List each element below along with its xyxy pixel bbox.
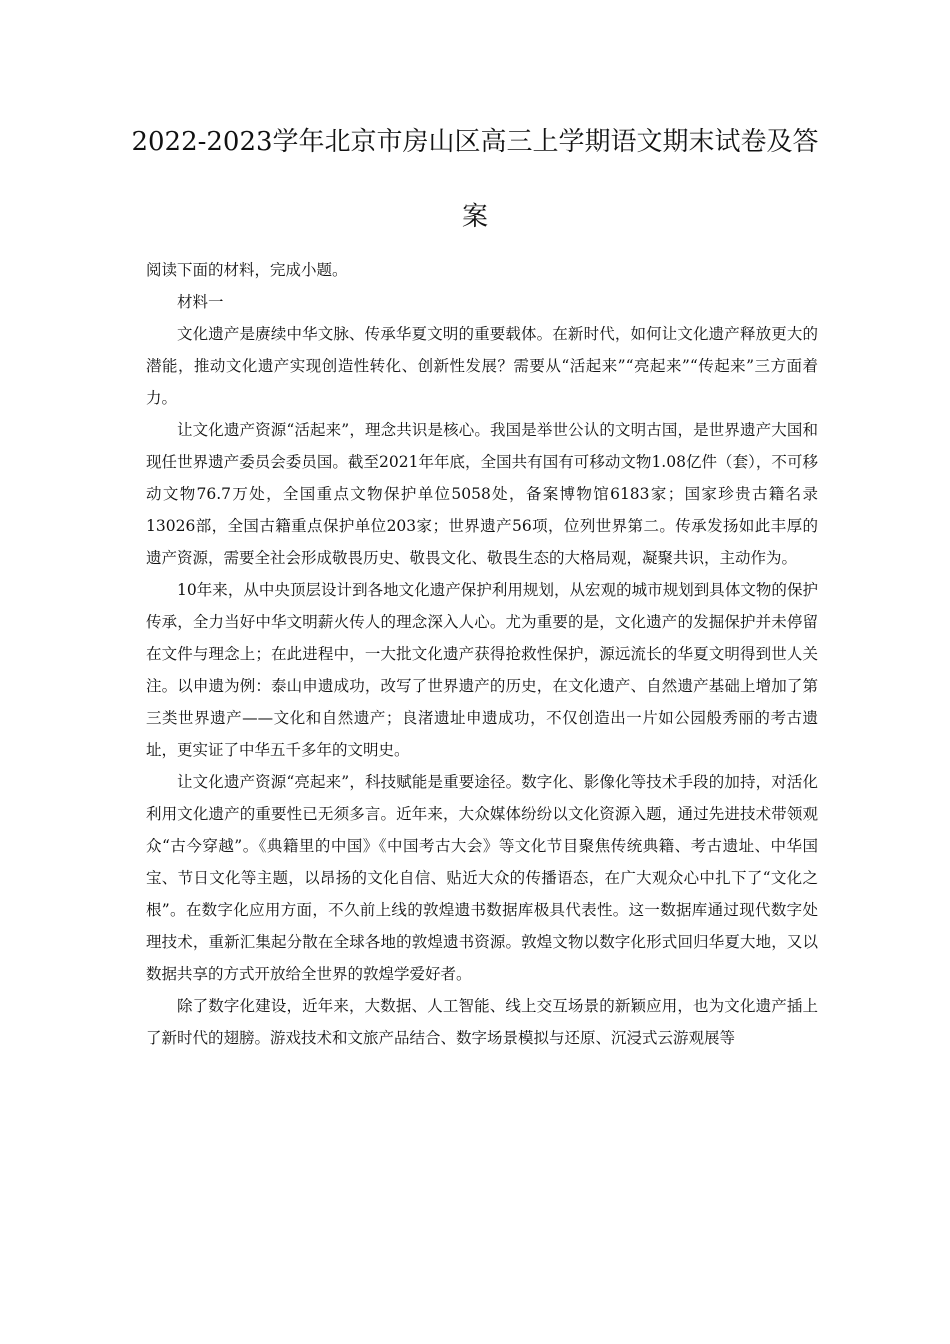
document-body (146, 254, 818, 1054)
paragraph: 文化遗产是赓续中华文脉、传承华夏文明的重要载体。在新时代，如何让文化遗产释放更大的潜能，推动文化遗产实现创造性转化、创新性发展？需要从“活起来”“亮起来”“传起来”三方面着力。 (146, 325, 818, 407)
paragraph: 让文化遗产资源“亮起来”，科技赋能是重要途径。数字化、影像化等技术手段的加持，对活化利用文化遗产的重要性已无须多言。近年来，大众媒体纷纷以文化资源入题，通过先进技术带领观众“古今穿越”。《典籍里的中国》《中国考古大会》等文化节目聚焦传统典籍、考古遗址、中华国宝、节日文化等主题，以昂扬的文化自信、贴近大众的传播语态，在广大观众心中扎下了“文化之根”。在数字化应用方面，不久前上线的敦煌遗书数据库极具代表性。这一数据库通过现代数字处理技术，重新汇集起分散在全球各地的敦煌遗书资源。敦煌文物以数字化形式回归华夏大地，又以数据共享的方式开放给全世界的敦煌学爱好者。 (146, 773, 818, 983)
section-label: 材料一 (177, 293, 224, 311)
document-title-line-2: 案 (461, 202, 488, 232)
paragraph: 让文化遗产资源“活起来”，理念共识是核心。我国是举世公认的文明古国，是世界遗产大国和现任世界遗产委员会委员国。截至2021年年底，全国共有国有可移动文物1.08亿件（套），不可移动文物76.7万处，全国重点文物保护单位5058处，备案博物馆6183家；国家珍贵古籍名录13026部，全国古籍重点保护单位203家；世界遗产56项，位列世界第二。传承发扬如此丰厚的遗产资源，需要全社会形成敬畏历史、敬畏文化、敬畏生态的大格局观，凝聚共识，主动作为。 (146, 421, 818, 567)
paragraph: 除了数字化建设，近年来，大数据、人工智能、线上交互场景的新颖应用，也为文化遗产插上了新时代的翅膀。游戏技术和文旅产品结合、数字场景模拟与还原、沉浸式云游观展等 (146, 997, 818, 1047)
document-title-line-1: 2022-2023学年北京市房山区高三上学期语文期末试卷及答 (131, 127, 819, 157)
paragraph: 10年来，从中央顶层设计到各地文化遗产保护利用规划，从宏观的城市规划到具体文物的保护传承，全力当好中华文明薪火传人的理念深入人心。尤为重要的是，文化遗产的发掘保护并未停留在文件与理念上；在此进程中，一大批文化遗产获得抢救性保护，源远流长的华夏文明得到世人关注。以申遗为例：泰山申遗成功，改写了世界遗产的历史，在文化遗产、自然遗产基础上增加了第三类世界遗产——文化和自然遗产；良渚遗址申遗成功，不仅创造出一片如公园般秀丽的考古遗址，更实证了中华五千多年的文明史。 (146, 581, 818, 759)
instruction-text: 阅读下面的材料，完成小题。 (146, 261, 348, 279)
